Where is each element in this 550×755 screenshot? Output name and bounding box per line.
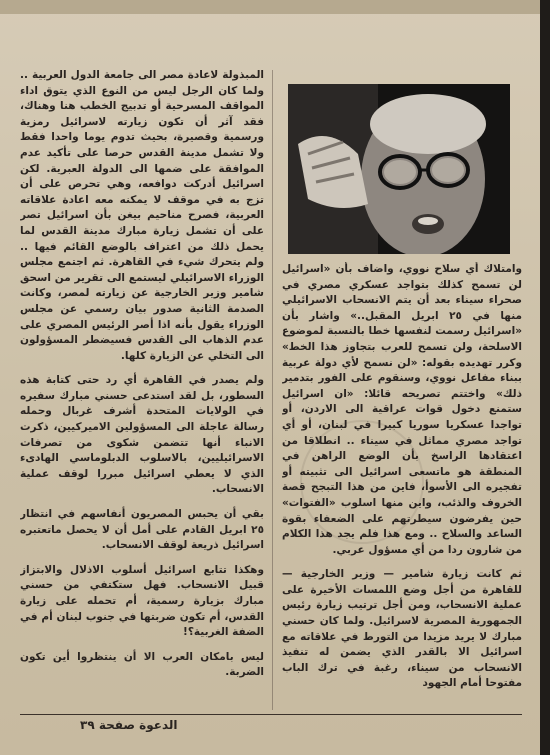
page-top-edge <box>0 0 550 14</box>
footer-page-label: الدعوة صفحة ٣٩ <box>80 718 178 732</box>
paragraph: بقي أن يحبس المصريون أنفاسهم في انتظار ٢٥ ابريل القادم على أمل أن لا يحصل ماتعتبره اسرائيل ذريعة لوقف الانسحاب. <box>20 508 264 552</box>
article-right-column <box>282 262 522 714</box>
photo-portrait-man-with-glasses <box>288 84 510 254</box>
page-footer <box>20 714 522 735</box>
page-right-edge <box>540 0 550 755</box>
paragraph: ليس بامكان العرب الا أن ينتظروا أين تكون الضربة. <box>20 650 264 679</box>
article-photo <box>288 84 510 254</box>
column-separator <box>272 70 273 710</box>
paragraph: المبذولة لاعادة مصر الى جامعة الدول العربية .. ولما كان الرجل ليس من النوع الذي يتوق اداء المواقف المسرحية أو تدبيج الخطب هنا وهناك، فقد آثر أن تكون زيارته لاسرائيل رمزية ورسمية وقصيرة، بحيث تدوم يوما واحدا فقط ولا تشمل مدينة القدس حرصا على تأكيد عدم الموافقة على ضمها الى الدولة العبرية. لكن اسرائيل أدركت دوافعه، وهي تحرص على أن تزج به في موقف لا يمكنه معه اعادة علاقاته العربية، فصرح مناحيم بيغن بأن اسرائيل تصر على أن تشمل زيارة مبارك مدينة القدس لما يحمل ذلك من اعتراف بالوضع القائم فيها .. ولم يتحرك شيء في القاهرة. ثم اجتمع مجلس الوزراء الاسرائيلي ليستمع الى تقرير من اسحق شامير وزير الخارجية عن زيارته لمصر، وكانت الصدمة الثانية صدور بيان رسمي عن مجلس الوزراء يقول بأنه اذا أصر الرئيس المصري على عدم الذهاب الى القدس فسيضطر المسؤولون الى التخلي عن الزيارة كلها. <box>20 69 264 362</box>
article-left-column <box>20 68 264 710</box>
paragraph: ولم يصدر في القاهرة أي رد حتى كتابة هذه السطور، بل لقد استدعى حسني مبارك سفيره في الولايات المتحدة أشرف غربال وحمله رسالة عاجلة الى المسؤولين الاميركيين، ذكرت الانباء أنها تتضمن شكوى من تصرفات الاسرائيليين، بالاسلوب الدبلوماسي الهادىء الذي لا يعطي اسرائيل مبررا لوقف عملية الانسحاب. <box>20 374 264 496</box>
paragraph: وهكذا تتابع اسرائيل أسلوب الاذلال والابتزاز قبيل الانسحاب. فهل ستكتفي من حسني مبارك بزيارة رسمية، أم تحمله على زيارة القدس، أم تكون ضربتها في جنوب لبنان أم في الضفة الغربية؟! <box>20 563 264 639</box>
paragraph: وامتلاك أي سلاح نووي، واضاف بأن «اسرائيل لن تسمح كذلك بتواجد عسكري مصري في صحراء سيناء بعد أن يتم الانسحاب الاسرائيلي منها في ٢٥ ابريل المقبل..» واشار بأن «اسرائيل رسمت لنفسها خطا بالنسبة لموضوع الاسلحة، ولن تسمح للعرب بتجاوز هذا الخط» وكرر تهديده بقوله: «لن نسمح لأي دولة عربية ببناء مفاعل نووي، وسنقوم على الفور بتدمير ذلك» واختتم تصريحه قائلا: «ان اسرائيل ستمنع دخول قوات عراقية الى الاردن، أو تواجدا عسكريا سوريا كبيرا في لبنان، أو أي تواجد مصري مماثل في سيناء .. انطلاقا من اعتقادها الراسخ بأن الوضع الراهن في المنطقة هو ماتسعى اسرائيل الى تثبيته أو تفجيره الى الأسوأ، فاين من هذا التبجح قصة الخروف والذئب، واين منها اسلوب «الفتوات» حين يفرضون سيطرتهم على الضعفاء بقوة الساعد والسلاح .. ومع هذا فلم يجد هذا الكلام من شارون ردا من أي مسؤول عربي. <box>282 263 522 556</box>
paragraph: ثم كانت زيارة شامير — وزير الخارجية — للقاهرة من أجل وضع اللمسات الأخيرة على عملية الانسحاب، ومن أجل ترتيب زيارة رئيس الجمهورية المصرية لاسرائيل. ولما كان حسني مبارك لا يريد مزيدا من التورط في علاقاته مع اسرائيل الا بالقدر الذي يضمن له تنفيذ الانسحاب من سيناء، رغبة في ترك الباب مفتوحا أمام الجهود <box>282 568 522 690</box>
